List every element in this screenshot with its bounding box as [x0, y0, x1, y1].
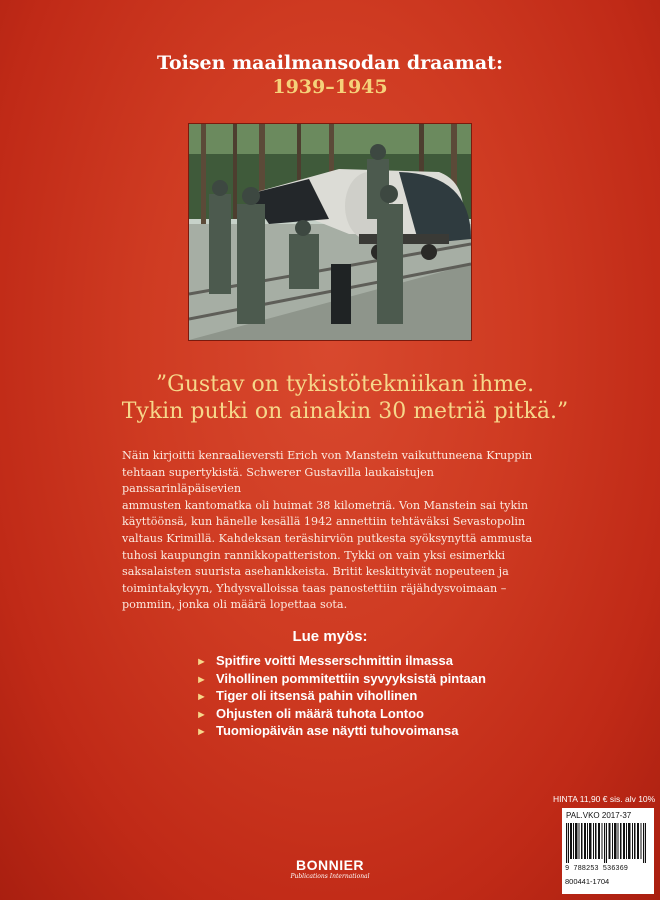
- list-item: [196, 705, 486, 723]
- body-line: saksalaisten suurista asehankkeista. Britit keskittyivät nopeuteen ja: [122, 565, 509, 579]
- list-item-label: Spitfire voitti Messerschmittin ilmassa: [216, 653, 453, 668]
- quote-line-1: ”Gustav on tykistötekniikan ihme.: [155, 372, 535, 397]
- arrow-icon: ►: [196, 656, 207, 668]
- product-code: 800441-1704: [565, 877, 610, 886]
- quote-line-2: Tykin putki on ainakin 30 metriä pitkä.”: [121, 398, 569, 424]
- pull-quote: [60, 372, 630, 426]
- series-years: 1939–1945: [272, 75, 388, 98]
- body-line: tuhosi kaupungin rannikkopatteriston. Tykki on vain yksi esimerkki: [122, 548, 506, 562]
- list-item: [196, 687, 486, 705]
- body-line: tehtaan supertykistä. Schwerer Gustavilla laukaistujen panssarinläpäisevien: [122, 465, 434, 496]
- series-title-text: Toisen maailmansodan draamat:: [157, 52, 503, 74]
- series-title: [0, 52, 660, 100]
- body-line: toimintakykyyn, Yhdysvalloissa taas panostettiin räjähdysvoimaan –: [122, 581, 507, 595]
- list-item-label: Tiger oli itsensä pahin vihollinen: [216, 688, 418, 703]
- body-line: Näin kirjoitti kenraalieversti Erich von Manstein vaikuttuneena Kruppin: [122, 449, 533, 462]
- body-text: [122, 448, 542, 614]
- ean-number: 9 788253 536369: [565, 865, 629, 873]
- list-item-label: Vihollinen pommitettiin syvyyksistä pintaan: [216, 670, 486, 686]
- list-item-label: Ohjusten oli määrä tuhota Lontoo: [216, 705, 424, 721]
- issue-code: PAL.VKO 2017-37: [566, 811, 632, 820]
- body-line: ammusten kantomatka oli huimat 38 kilometriä. Von Manstein sai tykin: [122, 498, 529, 512]
- price-label: HINTA 11,90 € sis. alv 10%: [553, 794, 656, 804]
- also-read-list: [196, 652, 486, 740]
- publisher-subtitle: Publications International: [290, 873, 370, 880]
- body-line: valtaus Krimillä. Kahdeksan teräshirviön putkesta syöksynyttä ammusta: [122, 531, 533, 545]
- barcode-panel: [562, 808, 654, 894]
- arrow-icon: ►: [196, 708, 207, 721]
- list-item: [196, 670, 486, 688]
- list-item: [196, 722, 486, 740]
- arrow-icon: ►: [196, 726, 207, 738]
- publisher-logo: BONNIER: [295, 857, 365, 873]
- body-line: pommiin, jonka oli määrä lopettaa sota.: [122, 598, 348, 612]
- list-item: [196, 652, 486, 670]
- arrow-icon: ►: [196, 673, 207, 686]
- arrow-icon: ►: [196, 691, 207, 703]
- list-item-label: Tuomiopäivän ase näytti tuhovoimansa: [216, 723, 459, 738]
- cover-photo: [188, 123, 472, 341]
- also-read-title: Lue myös:: [292, 628, 368, 645]
- body-line: käyttöönsä, kun hänelle kesällä 1942 annettiin tehtäväksi Sevastopolin: [122, 515, 526, 529]
